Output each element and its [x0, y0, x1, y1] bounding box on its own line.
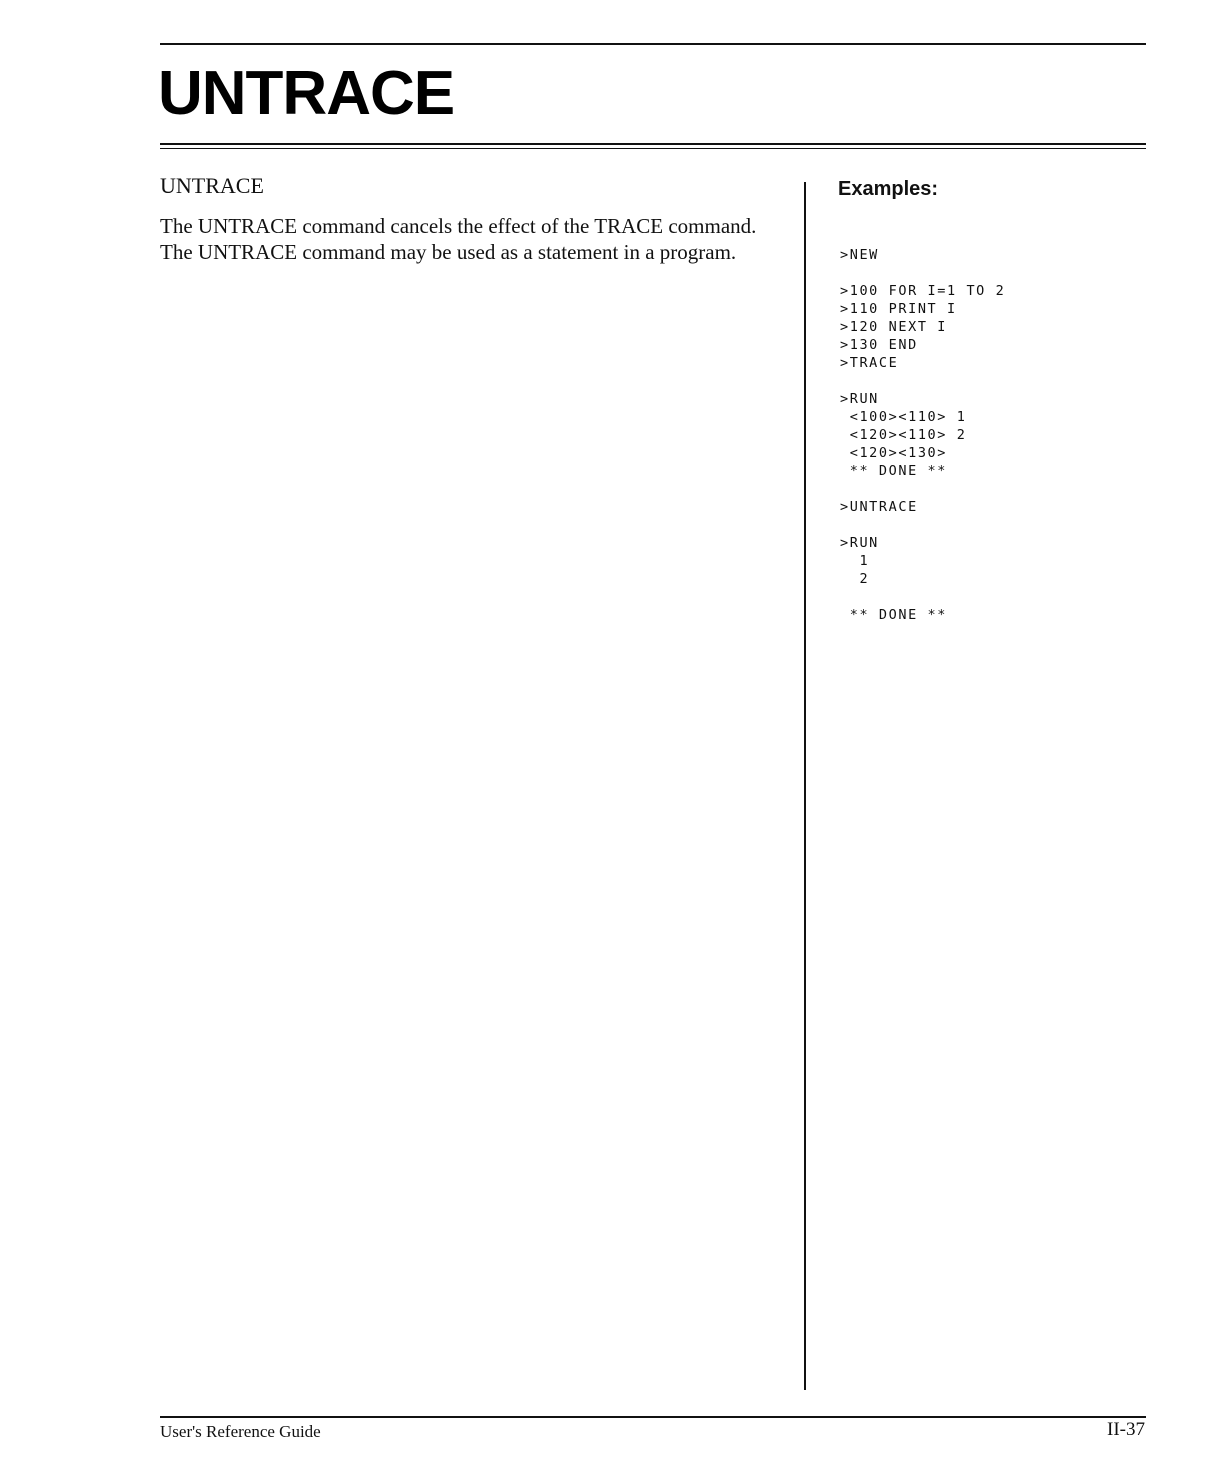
page-number: II-37	[1107, 1419, 1145, 1440]
code-line: >RUN	[840, 391, 879, 407]
title-rule-lower	[160, 148, 1146, 149]
code-line: ** DONE **	[840, 463, 948, 479]
command-description: The UNTRACE command cancels the effect of the TRACE command. The UNTRACE command may be used as a statement in a program.	[160, 214, 757, 264]
example-code-block	[840, 246, 1005, 624]
column-divider	[804, 182, 806, 1390]
footer-rule	[160, 1416, 1146, 1418]
top-rule	[160, 43, 1146, 45]
code-blank-line	[840, 480, 1005, 498]
code-blank-line	[840, 516, 1005, 534]
code-line: >NEW	[840, 247, 879, 263]
code-blank-line	[840, 264, 1005, 282]
code-line: >110 PRINT I	[840, 301, 957, 317]
page-title: UNTRACE	[158, 59, 455, 128]
footer-guide-title: User's Reference Guide	[160, 1422, 321, 1441]
code-line: <100><110> 1	[840, 409, 967, 425]
code-blank-line	[840, 372, 1005, 390]
code-line: <120><110> 2	[840, 427, 967, 443]
code-line: >UNTRACE	[840, 499, 918, 515]
code-line: >100 FOR I=1 TO 2	[840, 283, 1006, 299]
code-line: 2	[840, 571, 870, 587]
code-blank-line	[840, 588, 1005, 606]
code-line: >RUN	[840, 535, 879, 551]
code-line: 1	[840, 553, 870, 569]
command-syntax: UNTRACE	[160, 173, 264, 198]
code-line: >120 NEXT I	[840, 319, 948, 335]
code-line: >130 END	[840, 337, 918, 353]
examples-heading: Examples:	[838, 178, 939, 200]
code-line: ** DONE **	[840, 607, 948, 623]
code-line: >TRACE	[840, 355, 899, 371]
code-line: <120><130>	[840, 445, 948, 461]
title-rule-upper	[160, 143, 1146, 145]
